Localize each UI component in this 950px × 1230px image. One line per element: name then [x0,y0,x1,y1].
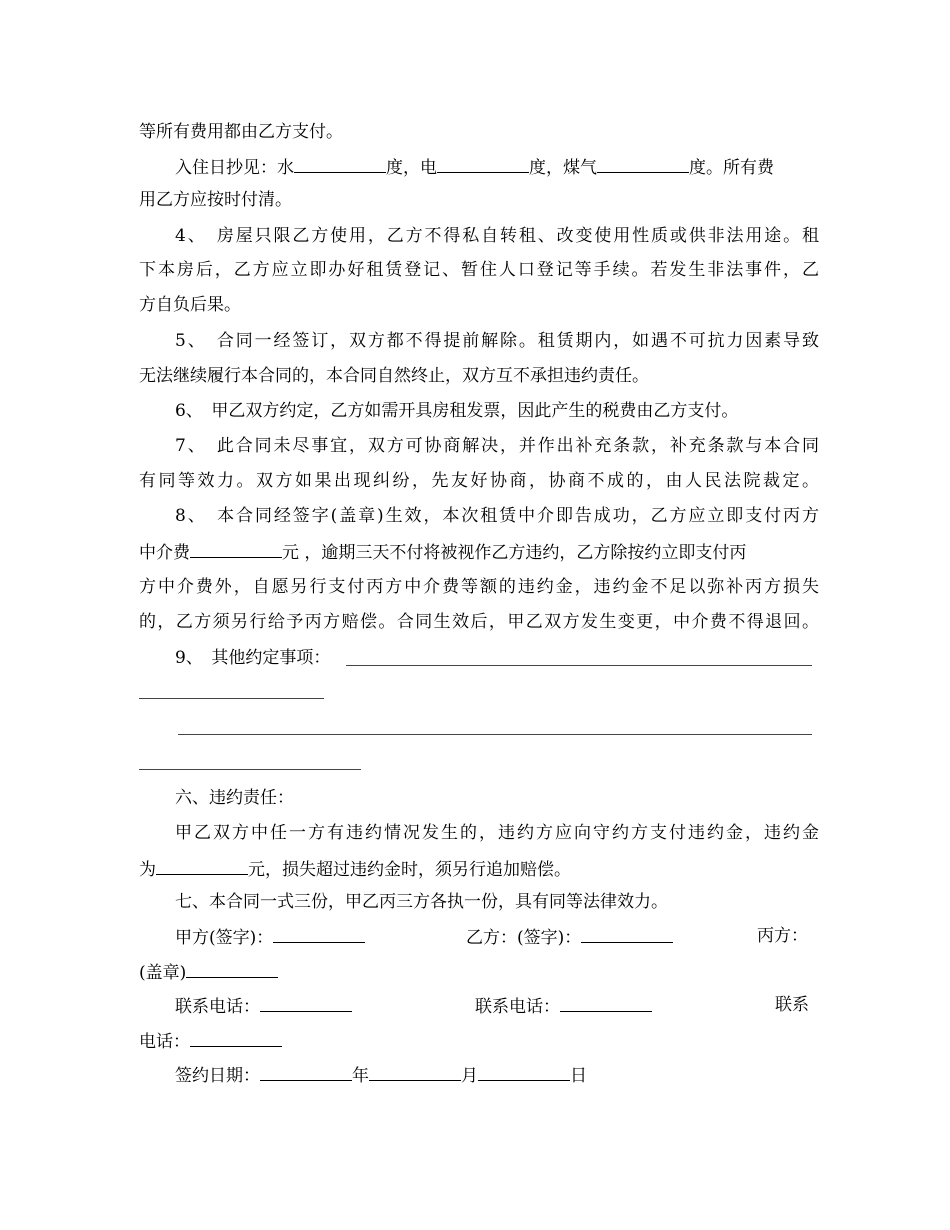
electricity-blank [437,155,529,173]
clause-8: 8、 本合同经签字(盖章)生效，本次租赁中介即告成功，乙方应立即支付丙方 [175,506,819,526]
party-a-blank [273,925,365,943]
text-span: 度，电 [386,158,437,177]
text-span: 月 [461,1066,478,1086]
text-span: 度，煤气 [529,158,597,177]
text-span: (盖章) [139,963,187,983]
fee-blank [190,540,282,558]
party-c-phone-label: 联系 [775,995,809,1015]
text-line: 方中介费外，自愿另行支付丙方中介费等额的违约金，违约金不足以弥补丙方损失 [139,577,819,597]
phone-a-blank [260,994,352,1012]
text-span: 入住日抄见：水 [175,158,294,177]
clause-4: 4、 房屋只限乙方使用，乙方不得私自转租、改变使用性质或供非法用途。租 [175,226,819,246]
text-span: 电话： [139,1032,190,1052]
other-terms-rule [346,665,812,666]
party-a-signature [175,925,365,949]
day-blank [478,1063,570,1081]
other-terms-rule [139,698,324,699]
other-terms-rule [139,769,361,770]
penalty-line [139,857,819,879]
section-title-breach: 六、违约责任： [175,788,294,808]
text-span: 中介费 [139,543,190,562]
text-line: 有同等效力。双方如果出现纠纷，先友好协商，协商不成的，由人民法院裁定。 [139,471,819,491]
party-c-seal [139,960,278,984]
text-line: 下本房后，乙方应立即办好租赁登记、暂住人口登记等手续。若发生非法事件，乙 [139,260,819,280]
section-title-copies: 七、本合同一式三份，甲乙丙三方各执一份，具有同等法律效力。 [175,892,668,912]
text-span: 元，损失超过违约金时，须另行追加赔偿。 [248,860,571,879]
water-blank [294,155,386,173]
text-span: 元 ，逾期三天不付将被视作乙方违约，乙方除按约立即支付丙 [282,543,747,562]
text-span: 乙方：(签字)： [466,928,582,948]
clause-7: 7、 此合同未尽事宜，双方可协商解决，并作出补充条款，补充条款与本合同 [175,436,819,456]
party-b-phone [475,994,652,1018]
party-c-label: 丙方： [757,926,808,946]
phone-c-blank [190,1029,282,1047]
year-blank [260,1063,352,1081]
text-span: 为 [139,860,156,879]
text-line: 甲乙双方中任一方有违约情况发生的，违约方应向守约方支付违约金，违约金 [175,823,819,843]
text-line: 无法继续履行本合同的，本合同自然终止，双方互不承担违约责任。 [139,366,649,386]
clause-5: 5、 合同一经签订，双方都不得提前解除。租赁期内，如遇不可抗力因素导致 [175,331,819,351]
party-c-blank [186,960,278,978]
clause-9: 9、 其他约定事项： [175,648,331,668]
fee-line [139,540,819,562]
sign-date [175,1063,587,1087]
party-b-signature [466,925,673,949]
party-c-phone [139,1029,282,1053]
text-span: 联系电话： [475,997,560,1017]
text-span: 日 [570,1066,587,1086]
text-span: 甲方(签字)： [175,928,274,948]
other-terms-rule [178,734,812,735]
text-span: 签约日期： [175,1066,260,1086]
penalty-blank [156,857,248,875]
gas-blank [597,155,689,173]
clause-6: 6、 甲乙双方约定，乙方如需开具房租发票，因此产生的税费由乙方支付。 [175,401,739,421]
month-blank [369,1063,461,1081]
text-span: 年 [352,1066,369,1086]
text-line: 的，乙方须另行给予丙方赔偿。合同生效后，甲乙双方发生变更，中介费不得退回。 [139,612,819,632]
text-line: 用乙方应按时付清。 [139,190,292,210]
text-span: 联系电话： [175,997,260,1017]
phone-b-blank [560,994,652,1012]
text-span: 度。所有费 [689,158,774,177]
meter-reading-line [175,155,819,177]
party-a-phone [175,994,352,1018]
text-line: 方自负后果。 [139,295,241,315]
text-line: 等所有费用都由乙方支付。 [139,122,343,142]
party-b-blank [581,925,673,943]
